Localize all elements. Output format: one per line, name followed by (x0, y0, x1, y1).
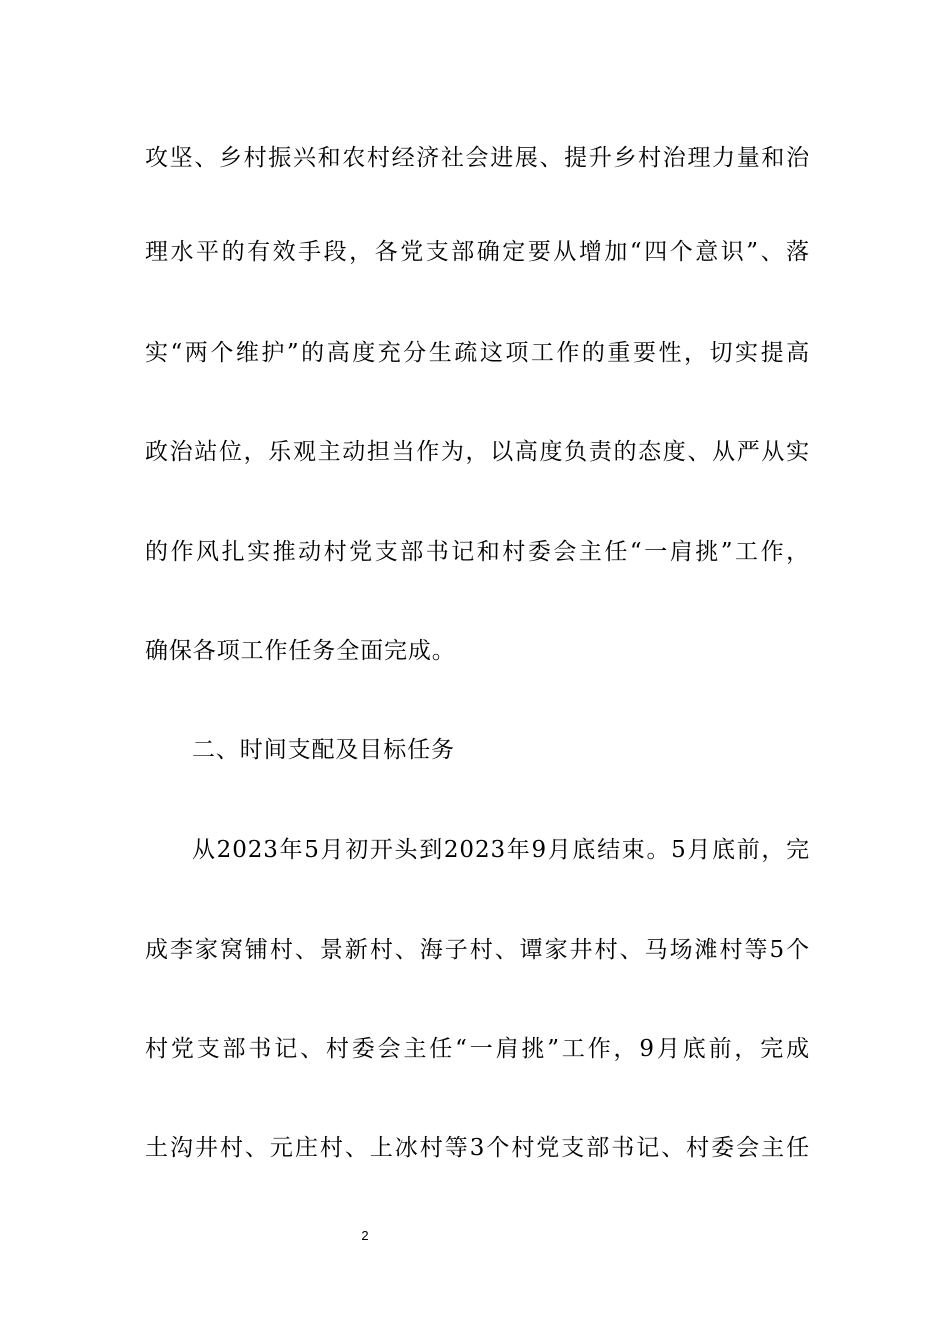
paragraph-1-line-5: 的作风扎实推动村党支部书记和村委会主任“一肩挑”工作， (145, 539, 810, 565)
section-heading: 二、时间支配及目标任务 (192, 737, 455, 763)
paragraph-1-line-4: 政治站位，乐观主动担当作为，以高度负责的态度、从严从实 (145, 439, 810, 465)
paragraph-1-line-6: 确保各项工作任务全面完成。 (145, 638, 456, 664)
paragraph-1-line-1: 攻坚、乡村振兴和农村经济社会进展、提升乡村治理力量和治 (145, 145, 810, 171)
paragraph-1-line-3: 实“两个维护”的高度充分生疏这项工作的重要性，切实提高 (145, 340, 810, 366)
paragraph-2-line-1: 从2023年5月初开头到2023年9月底结束。5月底前，完 (192, 837, 810, 863)
page-number: 2 (361, 1228, 369, 1243)
paragraph-1-line-2: 理水平的有效手段，各党支部确定要从增加“四个意识”、落 (145, 239, 810, 265)
paragraph-2-line-4: 土沟井村、元庄村、上冰村等3个村党支部书记、村委会主任 (145, 1135, 810, 1161)
paragraph-2-line-2: 成李家窝铺村、景新村、海子村、谭家井村、马场滩村等5个 (145, 937, 810, 963)
paragraph-2-line-3: 村党支部书记、村委会主任“一肩挑”工作，9月底前，完成 (145, 1036, 810, 1062)
